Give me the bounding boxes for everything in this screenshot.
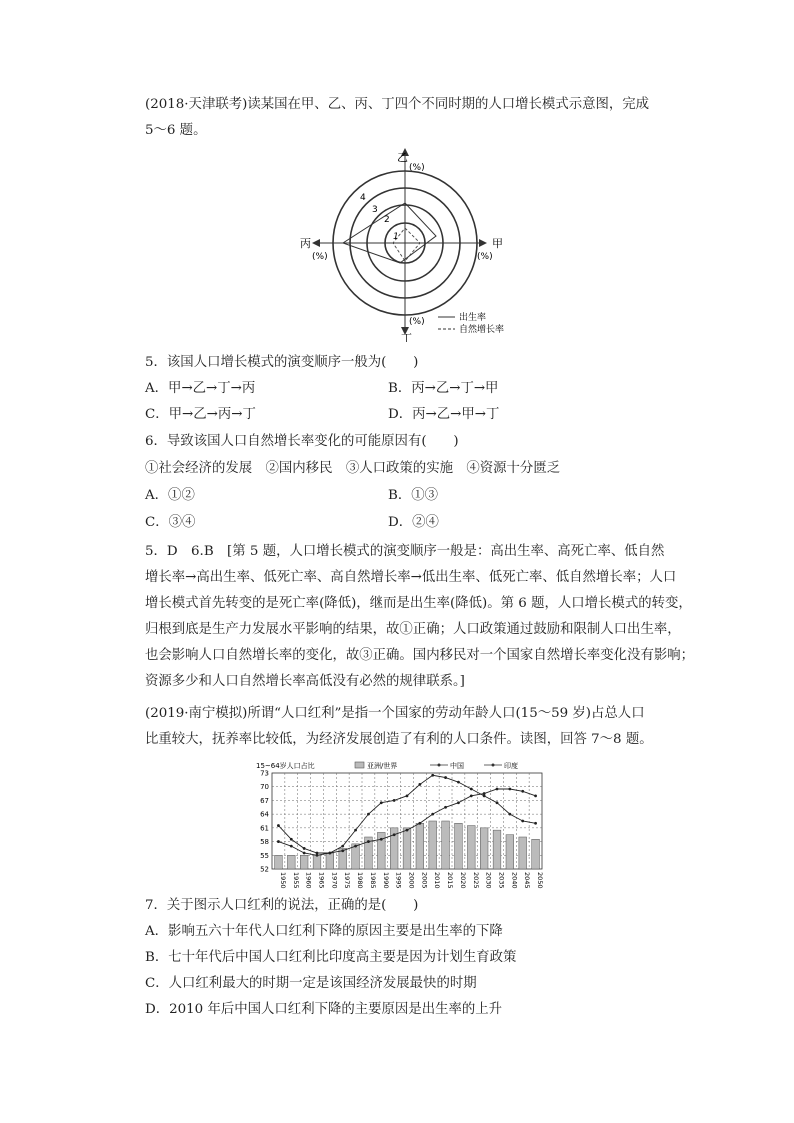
y-tick-label: 70 [260,783,269,792]
point-china [277,824,280,827]
bar-asia-world [313,855,321,869]
point-india [444,806,447,809]
bar-asia-world [403,828,411,869]
q6-option-c: C．③④ [145,515,196,530]
point-india [316,854,319,857]
point-china [496,801,499,804]
y-tick-label: 73 [260,769,269,778]
x-tick-label: 2000 [407,872,416,889]
point-india [496,788,499,791]
x-tick-label: 1960 [304,872,313,889]
q7-option-a: A．影响五六十年代人口红利下降的原因主要是出生率的下降 [145,924,503,939]
point-india [328,852,331,855]
y-tick-label: 58 [260,838,269,847]
point-india [470,794,473,797]
answer1-line5: 也会影响人口自然增长率的变化，故③正确。国内移民对一个国家自然增长率变化没有影响； [145,648,695,663]
answer1-line4: 归根到底是生产力发展水平影响的结果，故①正确；人口政策通过鼓励和限制人口出生率， [145,622,681,637]
intro1-line1: (2018·天津联考)读某国在甲、乙、丙、丁四个不同时期的人口增长模式示意图，完成 [145,97,650,112]
legend-asia-world: 亚洲/世界 [367,762,398,770]
point-china [431,774,434,777]
axis-right-unit: (%) [477,252,493,262]
bar-asia-world [532,839,540,869]
point-india [367,840,370,843]
point-india [380,838,383,841]
point-china [470,788,473,791]
q7-option-c: C．人口红利最大的时期一定是该国经济发展最快的时期 [145,976,477,991]
x-tick-label: 1985 [368,872,377,889]
point-india [418,822,421,825]
x-tick-label: 2005 [420,872,429,889]
point-china [367,813,370,816]
q5-stem: 5．该国人口增长模式的演变顺序一般为( ) [145,355,419,370]
bar-asia-world [455,823,463,869]
ring-label-3: 3 [372,205,378,215]
bar-asia-world [287,855,295,869]
point-china [341,845,344,848]
bar-asia-world [275,855,283,869]
bar-asia-world [326,853,334,869]
q5-option-b: B．丙→乙→丁→甲 [388,381,499,396]
q6-option-d: D．②④ [388,515,439,530]
axis-left-label: 丙 [300,237,311,250]
intro2-line2: 比重较大，抚养率比较低，为经济发展创造了有利的人口条件。读图，回答 7～8 题。 [145,732,653,747]
legend-natural-growth: 自然增长率 [459,325,505,335]
x-tick-label: 1990 [381,872,390,889]
intro1-line2: 5～6 题。 [145,123,207,138]
x-tick-label: 1980 [356,872,365,889]
q5-option-c: C．甲→乙→丙→丁 [145,407,256,422]
bar-asia-world [416,823,424,869]
bar-asia-world [352,844,360,869]
q5-option-a: A．甲→乙→丁→丙 [145,381,256,396]
point-china [418,783,421,786]
x-tick-label: 1995 [394,872,403,889]
point-china [303,847,306,850]
answer1-line1: 5．D 6.B [第 5 题，人口增长模式的演变顺序一般是：高出生率、高死亡率、低自然 [145,544,665,559]
bar-asia-world [493,830,501,869]
y-tick-label: 67 [260,796,269,805]
ring-label-2: 2 [384,215,390,225]
point-china [444,776,447,779]
point-india [457,801,460,804]
point-china [380,801,383,804]
x-tick-label: 2050 [536,872,545,889]
q6-option-a: A．①② [145,488,195,503]
x-tick-label: 1965 [317,872,326,889]
x-tick-label: 2045 [523,872,532,889]
q6-option-b: B．①③ [388,488,439,503]
axis-left-unit: (%) [312,252,328,262]
x-tick-label: 2015 [446,872,455,889]
point-india [406,829,409,832]
y-tick-label: 64 [260,810,269,819]
q7-stem: 7．关于图示人口红利的说法，正确的是( ) [145,898,419,913]
y-tick-label: 61 [260,824,269,833]
ring-label-1: 1 [393,232,399,242]
legend-china: 中国 [450,762,464,770]
q7-option-b: B．七十年代后中国人口红利比印度高主要是因为计划生育政策 [145,950,517,965]
axis-bottom-unit: (%) [409,317,425,327]
point-india [354,845,357,848]
x-tick-label: 2035 [497,872,506,889]
bar-asia-world [480,828,488,869]
point-india [431,813,434,816]
axis-right-label: 甲 [492,237,503,250]
point-india [534,794,537,797]
ring-label-4: 4 [360,193,366,203]
point-china [534,822,537,825]
x-tick-label: 2030 [484,872,493,889]
q5-option-d: D．丙→乙→甲→丁 [388,407,500,422]
chart-ylabel: 15~64岁人口占比 [256,762,315,770]
bar-asia-world [429,821,437,869]
q7-option-d: D．2010 年后中国人口红利下降的主要原因是出生率的上升 [145,1002,503,1017]
intro2-line1: (2019·南宁模拟)所谓“人口红利”是指一个国家的劳动年龄人口(15～59 岁)占总人口 [145,706,645,721]
demographic-dividend-chart [252,758,552,898]
answer1-line3: 增长模式首先转变的是死亡率(降低)，继而是出生率(降低)。第 6 题，人口增长模式的转变， [145,596,692,611]
axis-top-unit: (%) [409,163,425,173]
q6-items: ①社会经济的发展 ②国内移民 ③人口政策的实施 ④资源十分匮乏 [145,461,561,476]
point-china [521,820,524,823]
point-india [277,840,280,843]
x-tick-label: 1955 [291,872,300,889]
legend-india: 印度 [504,762,518,770]
answer1-line2: 增长率→高出生率、低死亡率、高自然增长率→低出生率、低死亡率、低自然增长率；人口 [145,570,677,585]
point-china [508,813,511,816]
x-tick-label: 1950 [278,872,287,889]
point-india [508,788,511,791]
growth-model-figure [280,148,540,342]
bar-asia-world [506,835,514,869]
point-india [341,849,344,852]
answer1-line6: 资源多少和人口自然增长率高低没有必然的规律联系。] [145,674,465,689]
x-tick-label: 1970 [330,872,339,889]
bar-asia-world [442,821,450,869]
q6-stem: 6．导致该国人口自然增长率变化的可能原因有( ) [145,434,459,449]
point-india [393,833,396,836]
point-china [354,829,357,832]
y-tick-label: 52 [260,865,269,874]
point-india [303,852,306,855]
bar-asia-world [519,837,527,869]
axis-top-label: 乙 [397,151,408,164]
bar-asia-world [300,855,308,869]
point-china [290,838,293,841]
point-china [457,781,460,784]
legend-birth-rate: 出生率 [459,313,487,323]
point-china [393,799,396,802]
axis-bottom-label: 丁 [401,332,412,342]
x-tick-label: 1975 [343,872,352,889]
x-tick-label: 2010 [433,872,442,889]
x-tick-label: 2025 [471,872,480,889]
bar-asia-world [467,826,475,869]
point-china [406,794,409,797]
y-tick-label: 55 [260,851,269,860]
point-india [483,792,486,795]
x-tick-label: 2020 [458,872,467,889]
point-india [290,845,293,848]
point-india [521,790,524,793]
x-tick-label: 2040 [510,872,519,889]
